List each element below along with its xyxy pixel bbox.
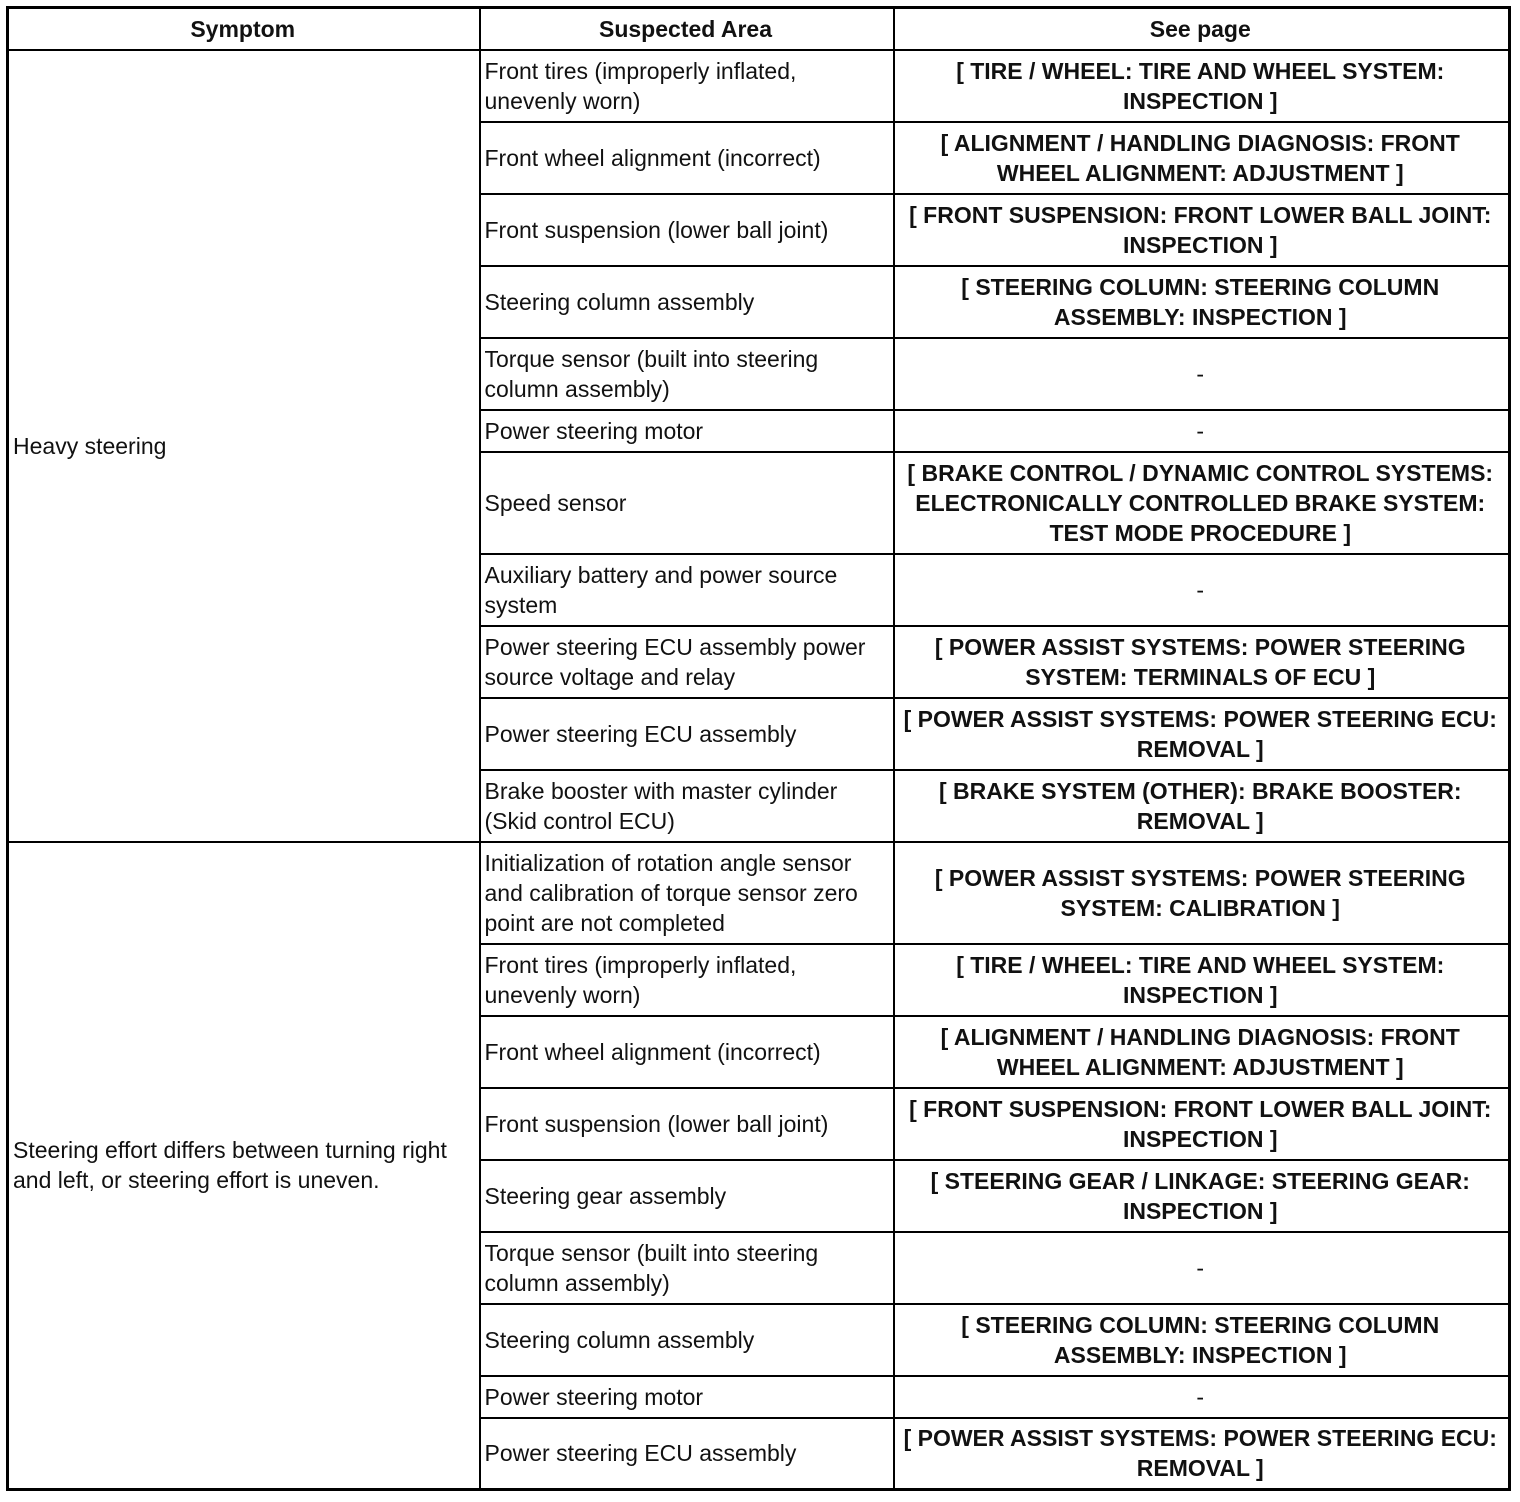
see-page-link[interactable]: [ POWER ASSIST SYSTEMS: POWER STEERING SYSTEM: CALIBRATION ] [894,842,1510,944]
see-page-link[interactable]: [ TIRE / WHEEL: TIRE AND WHEEL SYSTEM: INSPECTION ] [894,50,1510,122]
see-page-link[interactable]: [ STEERING COLUMN: STEERING COLUMN ASSEMBLY: INSPECTION ] [894,1304,1510,1376]
see-page-dash: - [894,338,1510,410]
see-page-dash: - [894,410,1510,452]
see-page-link[interactable]: [ FRONT SUSPENSION: FRONT LOWER BALL JOINT: INSPECTION ] [894,194,1510,266]
suspected-area-cell: Steering gear assembly [480,1160,894,1232]
header-symptom: Symptom [8,8,480,50]
see-page-link[interactable]: [ POWER ASSIST SYSTEMS: POWER STEERING ECU: REMOVAL ] [894,698,1510,770]
table-row [8,50,1510,122]
suspected-area-cell: Auxiliary battery and power source system [480,554,894,626]
header-see-page: See page [894,8,1510,50]
suspected-area-cell: Front wheel alignment (incorrect) [480,122,894,194]
suspected-area-cell: Power steering motor [480,1376,894,1418]
suspected-area-cell: Front suspension (lower ball joint) [480,194,894,266]
see-page-link[interactable]: [ ALIGNMENT / HANDLING DIAGNOSIS: FRONT WHEEL ALIGNMENT: ADJUSTMENT ] [894,122,1510,194]
suspected-area-cell: Power steering ECU assembly [480,1418,894,1490]
see-page-dash: - [894,1232,1510,1304]
symptom-cell: Steering effort differs between turning right and left, or steering effort is uneven. [8,842,480,1490]
suspected-area-cell: Brake booster with master cylinder (Skid control ECU) [480,770,894,842]
suspected-area-cell: Steering column assembly [480,266,894,338]
see-page-dash: - [894,1376,1510,1418]
see-page-link[interactable]: [ FRONT SUSPENSION: FRONT LOWER BALL JOINT: INSPECTION ] [894,1088,1510,1160]
suspected-area-cell: Power steering ECU assembly [480,698,894,770]
see-page-dash: - [894,554,1510,626]
see-page-link[interactable]: [ BRAKE CONTROL / DYNAMIC CONTROL SYSTEMS: ELECTRONICALLY CONTROLLED BRAKE SYSTEM: TEST MODE PROCEDURE ] [894,452,1510,554]
suspected-area-cell: Power steering motor [480,410,894,452]
symptom-cell: Heavy steering [8,50,480,842]
suspected-area-cell: Front suspension (lower ball joint) [480,1088,894,1160]
suspected-area-cell: Power steering ECU assembly power source voltage and relay [480,626,894,698]
suspected-area-cell: Initialization of rotation angle sensor and calibration of torque sensor zero point are not completed [480,842,894,944]
see-page-link[interactable]: [ ALIGNMENT / HANDLING DIAGNOSIS: FRONT WHEEL ALIGNMENT: ADJUSTMENT ] [894,1016,1510,1088]
suspected-area-cell: Steering column assembly [480,1304,894,1376]
suspected-area-cell: Torque sensor (built into steering column assembly) [480,1232,894,1304]
suspected-area-cell: Torque sensor (built into steering column assembly) [480,338,894,410]
see-page-link[interactable]: [ POWER ASSIST SYSTEMS: POWER STEERING ECU: REMOVAL ] [894,1418,1510,1490]
header-suspected-area: Suspected Area [480,8,894,50]
see-page-link[interactable]: [ BRAKE SYSTEM (OTHER): BRAKE BOOSTER: REMOVAL ] [894,770,1510,842]
table-row [8,842,1510,944]
see-page-link[interactable]: [ TIRE / WHEEL: TIRE AND WHEEL SYSTEM: INSPECTION ] [894,944,1510,1016]
diagnosis-table [6,6,1511,1491]
suspected-area-cell: Front tires (improperly inflated, unevenly worn) [480,50,894,122]
header-row [8,8,1510,50]
suspected-area-cell: Speed sensor [480,452,894,554]
suspected-area-cell: Front wheel alignment (incorrect) [480,1016,894,1088]
see-page-link[interactable]: [ POWER ASSIST SYSTEMS: POWER STEERING SYSTEM: TERMINALS OF ECU ] [894,626,1510,698]
see-page-link[interactable]: [ STEERING COLUMN: STEERING COLUMN ASSEMBLY: INSPECTION ] [894,266,1510,338]
suspected-area-cell: Front tires (improperly inflated, unevenly worn) [480,944,894,1016]
see-page-link[interactable]: [ STEERING GEAR / LINKAGE: STEERING GEAR: INSPECTION ] [894,1160,1510,1232]
